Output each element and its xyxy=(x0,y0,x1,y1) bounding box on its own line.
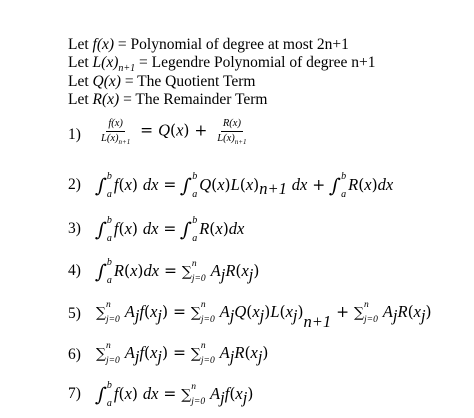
equation-7: ∫ b a f(x) dx = ∑ n j=0 $A_jf(x_j)$ xyxy=(94,380,254,409)
equation-number: 2) xyxy=(68,176,81,193)
definition-symbol: L(x) xyxy=(92,54,119,71)
definition-l xyxy=(68,54,376,75)
equation-number: 5) xyxy=(68,305,81,322)
equation-number: 6) xyxy=(68,346,81,363)
equation-number: 1) xyxy=(68,126,81,143)
definition-f xyxy=(68,36,349,54)
equation-number: 4) xyxy=(68,262,81,279)
definition-prefix: Let xyxy=(68,36,93,53)
definition-prefix: Let xyxy=(68,91,93,108)
definition-text: = The Quotient Term xyxy=(120,73,256,90)
equation-2: ∫ b a f(x) dx = ∫ b a $Q(x)L(x)_{n+1}$ dx + ∫ b a R(x)dx xyxy=(94,171,394,200)
equation-5: ∑ n j=0 $A_jf(x_j)$ = ∑ n j=0 $A_jQ(x_j)L(x_j)_{n+1}$ + ∑ n j=0 $A_jR(x_j)$ xyxy=(96,300,432,332)
equation-number: 3) xyxy=(68,220,81,237)
definition-text: = Legendre Polynomial of degree n+1 xyxy=(135,54,376,71)
fraction: $\frac{R(x)}{L(x)_{n+1}}$ xyxy=(217,118,247,147)
definition-symbol: Q(x) xyxy=(92,73,121,90)
definition-text: = Polynomial of degree at most 2n+1 xyxy=(114,36,349,53)
definition-symbol: R(x) xyxy=(92,91,120,108)
fraction: $\frac{f(x)}{L(x)_{n+1}}$ xyxy=(101,118,131,147)
definition-prefix: Let xyxy=(68,73,93,90)
definition-q xyxy=(68,73,255,91)
equation-3: ∫ b a f(x) dx = ∫ b a R(x)dx xyxy=(94,215,245,244)
equation-1: $\frac{f(x)}{L(x)_{n+1}}$ = Q(x) + $\frac{R(x)}{L(x)_{n+1}}$ xyxy=(101,118,247,147)
definition-subscript: n+1 xyxy=(118,63,136,75)
definition-prefix: Let xyxy=(68,54,93,71)
equation-4: ∫ b a R(x)dx = ∑ n j=0 $A_jR(x_j)$ xyxy=(94,257,260,286)
definition-symbol: f(x) xyxy=(92,36,115,53)
equation-6: ∑ n j=0 $A_jf(x_j)$ = ∑ n j=0 $A_jR(x_j)$ xyxy=(96,341,269,367)
definition-text: = The Remainder Term xyxy=(119,91,268,108)
definition-r xyxy=(68,91,267,109)
equation-number: 7) xyxy=(68,385,81,402)
